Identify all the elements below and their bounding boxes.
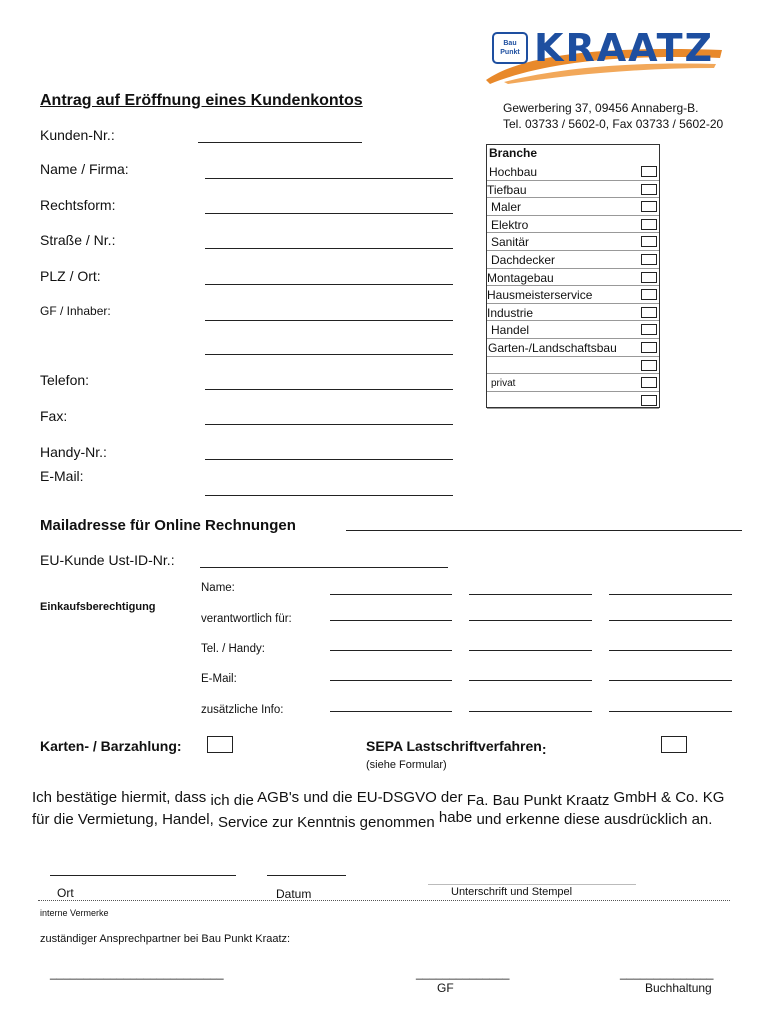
gf-sign-label: GF: [437, 981, 454, 995]
branche-label: Maler: [491, 200, 522, 215]
branche-row: [487, 392, 659, 410]
einkauf-field[interactable]: [469, 594, 592, 595]
branche-label: Elektro: [491, 217, 529, 232]
eu-kunde-field[interactable]: [200, 567, 448, 568]
branche-row: [487, 286, 659, 304]
einkauf-row-label: zusätzliche Info:: [201, 704, 284, 716]
branche-row: [487, 163, 659, 181]
karten-label: Karten- / Barzahlung:: [40, 738, 182, 754]
branche-row: [487, 269, 659, 287]
mail-online-label: Mailadresse für Online Rechnungen: [40, 517, 296, 534]
einkauf-row-label: E-Mail:: [201, 673, 237, 685]
conf-1d: Fa. Bau Punkt Kraatz: [466, 792, 610, 809]
name-label: Name / Firma:: [40, 161, 129, 177]
einkauf-field[interactable]: [609, 594, 732, 595]
einkauf-row-label: Tel. / Handy:: [201, 643, 265, 655]
branche-row: [487, 304, 659, 322]
branche-label: Hausmeisterservice: [487, 288, 593, 303]
gf-label: GF / Inhaber:: [40, 304, 111, 318]
branche-row: [487, 216, 659, 234]
einkauf-row-label: verantwortlich für:: [201, 613, 292, 625]
branche-row: [487, 181, 659, 199]
ort-field[interactable]: [50, 875, 236, 876]
branche-checkbox[interactable]: [641, 201, 657, 212]
branche-row: [487, 251, 659, 269]
branche-row: [487, 339, 659, 357]
interne-vermerke-label: interne Vermerke: [40, 908, 109, 918]
einkauf-field[interactable]: [330, 594, 452, 595]
branche-label: Handel: [491, 323, 530, 338]
branche-checkbox[interactable]: [641, 289, 657, 300]
logo-badge: Bau Punkt: [492, 32, 528, 64]
buchhaltung-sign-field[interactable]: ______________: [620, 966, 714, 980]
conf-1c: AGB's und die EU-DSGVO der: [257, 789, 463, 806]
branche-checkbox[interactable]: [641, 184, 657, 195]
sepa-checkbox[interactable]: [661, 736, 687, 753]
datum-label: Datum: [276, 887, 312, 901]
conf-1e: GmbH & Co. KG: [613, 789, 725, 806]
branche-label: Sanitär: [491, 235, 530, 250]
conf-2a: für die Vermietung, Handel,: [32, 811, 214, 828]
branche-checkbox[interactable]: [641, 324, 657, 335]
branche-checkbox[interactable]: [641, 236, 657, 247]
gf-field[interactable]: [205, 320, 453, 321]
ort-label: Ort: [57, 886, 74, 900]
branche-label: privat: [491, 378, 516, 390]
conf-2c: habe: [438, 809, 473, 826]
strasse-field[interactable]: [205, 248, 453, 249]
sepa-label: [366, 738, 547, 757]
einkauf-field[interactable]: [469, 680, 592, 681]
branche-checkbox[interactable]: [641, 342, 657, 353]
divider-dotted: [38, 900, 730, 901]
einkauf-field[interactable]: [330, 620, 452, 621]
branche-checkbox[interactable]: [641, 219, 657, 230]
einkauf-field[interactable]: [609, 680, 732, 681]
unterschrift-line: [428, 884, 636, 885]
kunden-nr-label: Kunden-Nr.:: [40, 127, 115, 143]
branche-checkbox[interactable]: [641, 254, 657, 265]
branche-checkbox[interactable]: [641, 307, 657, 318]
confirmation-line-2: [32, 809, 713, 831]
branche-checkbox[interactable]: [641, 360, 657, 371]
strasse-label: Straße / Nr.:: [40, 232, 116, 248]
branche-row: [487, 233, 659, 251]
sepa-note: (siehe Formular): [366, 759, 447, 771]
einkauf-field[interactable]: [609, 711, 732, 712]
eu-kunde-label: EU-Kunde Ust-ID-Nr.:: [40, 552, 175, 568]
branche-label: Hochbau: [489, 165, 538, 179]
email-field[interactable]: [205, 495, 453, 496]
mail-online-field[interactable]: [346, 530, 742, 531]
company-contact: Tel. 03733 / 5602-0, Fax 03733 / 5602-20: [503, 117, 724, 131]
einkauf-field[interactable]: [469, 650, 592, 651]
unterschrift-label: Unterschrift und Stempel: [451, 886, 573, 898]
einkauf-field[interactable]: [609, 650, 732, 651]
buchhaltung-label: Buchhaltung: [645, 981, 712, 995]
handy-field[interactable]: [205, 459, 453, 460]
branche-row: [487, 321, 659, 339]
conf-2d: und erkenne diese ausdrücklich an.: [476, 811, 713, 828]
branche-row: [487, 198, 659, 216]
einkauf-field[interactable]: [469, 711, 592, 712]
plz-label: PLZ / Ort:: [40, 268, 101, 284]
branche-label: Industrie: [487, 305, 534, 320]
sepa-text: SEPA Lastschriftverfahren: [366, 738, 542, 754]
sepa-colon: :: [541, 741, 547, 757]
branche-row: [487, 357, 659, 375]
logo-name: KRAATZ: [534, 26, 715, 70]
rechtsform-field[interactable]: [205, 213, 453, 214]
conf-1b: ich die: [210, 792, 254, 809]
branche-row: [487, 374, 659, 392]
einkauf-field[interactable]: [330, 680, 452, 681]
rechtsform-label: Rechtsform:: [40, 197, 116, 213]
company-address: Gewerbering 37, 09456 Annaberg-B.: [503, 101, 699, 115]
einkauf-field[interactable]: [330, 650, 452, 651]
branche-checkbox[interactable]: [641, 377, 657, 388]
branche-label: Montagebau: [487, 270, 554, 285]
gf-sign-field[interactable]: ______________: [416, 966, 510, 980]
fax-label: Fax:: [40, 408, 68, 424]
datum-field[interactable]: [267, 875, 346, 876]
einkauf-title: Einkaufsberechtigung: [40, 601, 156, 613]
email-label: E-Mail:: [40, 468, 84, 484]
branche-checkbox[interactable]: [641, 166, 657, 177]
branche-label: Tiefbau: [487, 182, 527, 197]
confirmation-line-1: [32, 789, 725, 809]
branche-header: Branche: [489, 146, 538, 160]
branche-label: Dachdecker: [491, 253, 556, 267]
branche-label: Garten-/Landschaftsbau: [488, 341, 617, 355]
ansprechpartner-field[interactable]: __________________________: [50, 966, 224, 980]
einkauf-field[interactable]: [330, 711, 452, 712]
ansprechpartner-label: zuständiger Ansprechpartner bei Bau Punkt Kraatz:: [40, 933, 291, 945]
einkauf-field[interactable]: [469, 620, 592, 621]
company-logo: [484, 24, 724, 80]
einkauf-field[interactable]: [609, 620, 732, 621]
plz-field[interactable]: [205, 284, 453, 285]
name-field[interactable]: [205, 178, 453, 179]
fax-field[interactable]: [205, 424, 453, 425]
telefon-field[interactable]: [205, 389, 453, 390]
gf-field-2[interactable]: [205, 354, 453, 355]
branche-checkbox[interactable]: [641, 272, 657, 283]
einkauf-row-label: Name:: [201, 582, 235, 594]
handy-label: Handy-Nr.:: [40, 444, 107, 460]
kunden-nr-field[interactable]: [198, 142, 362, 143]
conf-2b: Service zur Kenntnis genommen: [217, 814, 435, 831]
branche-checkbox[interactable]: [641, 395, 657, 406]
form-title: Antrag auf Eröffnung eines Kundenkontos: [40, 92, 363, 109]
telefon-label: Telefon:: [40, 372, 90, 388]
conf-1a: Ich bestätige hiermit, dass: [32, 789, 207, 806]
branche-table: [486, 144, 660, 408]
karten-checkbox[interactable]: [207, 736, 233, 753]
